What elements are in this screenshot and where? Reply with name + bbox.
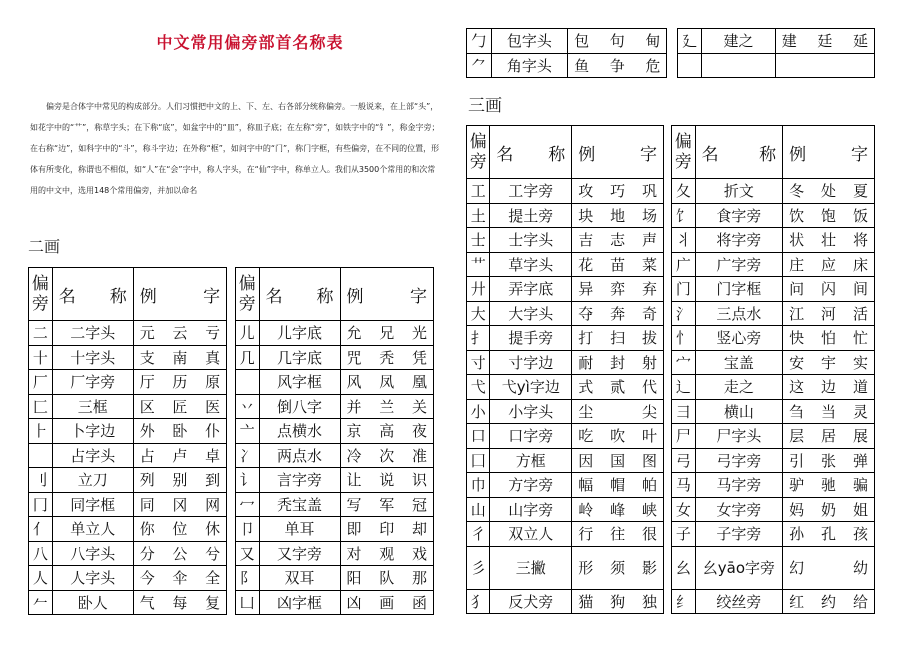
radical-cell: 廴 — [677, 29, 702, 54]
radical-cell: 巾 — [467, 473, 490, 498]
column-gap — [227, 566, 236, 591]
radical-name-cell: 八字头 — [52, 541, 133, 566]
radical-name-cell: 山字旁 — [490, 497, 572, 522]
table-row — [467, 522, 875, 547]
table-row — [467, 424, 875, 449]
radical-cell: 𠂉 — [29, 590, 53, 615]
radical-name-cell: 弄字底 — [490, 277, 572, 302]
header-example: 例 字 — [783, 126, 875, 179]
radical-name-cell: 横山 — [695, 399, 783, 424]
radical-cell: 寸 — [467, 350, 490, 375]
radical-name-cell: 方字旁 — [490, 473, 572, 498]
radical-cell: 刂 — [29, 468, 53, 493]
table-row — [467, 203, 875, 228]
example-chars-cell: 这 边 道 — [783, 375, 875, 400]
example-chars-cell: 块 地 场 — [572, 203, 664, 228]
example-chars-cell: 行 往 很 — [572, 522, 664, 547]
radical-cell: 冖 — [235, 492, 259, 517]
table-row — [467, 252, 875, 277]
example-chars-cell: 异 弈 弃 — [572, 277, 664, 302]
radical-name-cell: 大字头 — [490, 301, 572, 326]
radical-name-cell: 立刀 — [52, 468, 133, 493]
example-chars-cell: 外 卧 仆 — [133, 419, 226, 444]
table-header-row — [467, 126, 875, 179]
column-gap — [664, 228, 672, 253]
table-row — [29, 590, 434, 615]
example-chars-cell: 占 卢 卓 — [133, 443, 226, 468]
radical-cell: 阝 — [235, 566, 259, 591]
radical-table-three-strokes — [466, 125, 875, 614]
radical-name-cell: 风字框 — [259, 370, 340, 395]
table-row — [467, 53, 875, 78]
example-chars-cell: 今 伞 全 — [133, 566, 226, 591]
radical-cell: ⺊ — [29, 419, 53, 444]
radical-cell: 广 — [672, 252, 695, 277]
example-chars-cell: 支 南 真 — [133, 345, 226, 370]
radical-cell — [677, 53, 702, 78]
radical-name-cell: 同字框 — [52, 492, 133, 517]
column-gap — [664, 375, 672, 400]
radical-name-cell: 弓字旁 — [695, 448, 783, 473]
example-chars-cell: 岭 峰 峡 — [572, 497, 664, 522]
radical-name-cell: 绞丝旁 — [695, 589, 783, 614]
example-chars-cell: 同 冈 网 — [133, 492, 226, 517]
radical-cell: 山 — [467, 497, 490, 522]
example-chars-cell: 形 须 影 — [572, 546, 664, 589]
column-gap — [227, 419, 236, 444]
radical-cell: 亻 — [29, 517, 53, 542]
radical-cell: 亠 — [235, 419, 259, 444]
table-row — [467, 228, 875, 253]
table-row — [467, 179, 875, 204]
radical-name-cell: 竖心旁 — [695, 326, 783, 351]
radical-cell: 廾 — [467, 277, 490, 302]
column-gap — [664, 424, 672, 449]
radical-cell — [235, 370, 259, 395]
column-gap — [664, 179, 672, 204]
radical-name-cell: 将字旁 — [695, 228, 783, 253]
column-gap — [664, 546, 672, 589]
column-gap — [227, 541, 236, 566]
table-row — [467, 546, 875, 589]
example-chars-cell: 吉 志 声 — [572, 228, 664, 253]
page-title: 中文常用偏旁部首名称表 — [156, 33, 344, 52]
example-chars-cell: 层 居 展 — [783, 424, 875, 449]
example-chars-cell: 打 扫 拔 — [572, 326, 664, 351]
column-gap — [227, 443, 236, 468]
table-row — [467, 301, 875, 326]
column-gap — [227, 268, 236, 321]
radical-name-cell: 倒八字 — [259, 394, 340, 419]
radical-table-continued — [466, 28, 875, 78]
radical-cell: 饣 — [672, 203, 695, 228]
example-chars-cell: 鱼 争 危 — [568, 53, 667, 78]
radical-name-cell: 食字旁 — [695, 203, 783, 228]
radical-name-cell: 宝盖 — [695, 350, 783, 375]
example-chars-cell — [775, 53, 874, 78]
radical-name-cell: 三撇 — [490, 546, 572, 589]
radical-name-cell: 人字头 — [52, 566, 133, 591]
radical-cell: 士 — [467, 228, 490, 253]
radical-cell: 冫 — [235, 443, 259, 468]
radical-name-cell: 反犬旁 — [490, 589, 572, 614]
radical-name-cell: 卜字边 — [52, 419, 133, 444]
example-chars-cell: 京 高 夜 — [340, 419, 433, 444]
radical-cell: 二 — [29, 321, 53, 346]
radical-name-cell: 双耳 — [259, 566, 340, 591]
example-chars-cell: 即 印 却 — [340, 517, 433, 542]
column-gap — [227, 370, 236, 395]
column-gap — [664, 448, 672, 473]
example-chars-cell: 写 军 冠 — [340, 492, 433, 517]
column-gap — [664, 522, 672, 547]
column-gap — [227, 345, 236, 370]
radical-name-cell: 女字旁 — [695, 497, 783, 522]
header-radical: 偏 旁 — [235, 268, 259, 321]
table-row — [467, 375, 875, 400]
radical-cell: 儿 — [235, 321, 259, 346]
radical-name-cell: 几字底 — [259, 345, 340, 370]
radical-cell: 八 — [29, 541, 53, 566]
radical-cell: 尸 — [672, 424, 695, 449]
radical-cell: 氵 — [672, 301, 695, 326]
radical-name-cell: 弋yì字边 — [490, 375, 572, 400]
radical-cell: 艹 — [467, 252, 490, 277]
radical-name-cell: 草字头 — [490, 252, 572, 277]
example-chars-cell: 安 宇 实 — [783, 350, 875, 375]
radical-cell: 扌 — [467, 326, 490, 351]
radical-name-cell: 寸字边 — [490, 350, 572, 375]
radical-name-cell: 点横水 — [259, 419, 340, 444]
column-gap — [227, 492, 236, 517]
column-gap — [227, 590, 236, 615]
radical-name-cell: 小字头 — [490, 399, 572, 424]
example-chars-cell: 尘 尖 — [572, 399, 664, 424]
table-header-row — [29, 268, 434, 321]
column-gap — [664, 203, 672, 228]
radical-cell: 工 — [467, 179, 490, 204]
radical-name-cell: 秃宝盖 — [259, 492, 340, 517]
table-row — [29, 370, 434, 395]
table-row — [29, 394, 434, 419]
example-chars-cell: 气 每 复 — [133, 590, 226, 615]
radical-name-cell: 角字头 — [491, 53, 568, 78]
example-chars-cell: 包 句 甸 — [568, 29, 667, 54]
radical-cell: 幺 — [672, 546, 695, 589]
radical-name-cell: 占字头 — [52, 443, 133, 468]
radical-cell: 十 — [29, 345, 53, 370]
radical-cell: 囗 — [467, 448, 490, 473]
table-row — [467, 497, 875, 522]
radical-name-cell: 二字头 — [52, 321, 133, 346]
radical-name-cell: 尸字头 — [695, 424, 783, 449]
table-row — [29, 517, 434, 542]
example-chars-cell: 允 兄 光 — [340, 321, 433, 346]
example-chars-cell: 并 兰 关 — [340, 394, 433, 419]
radical-name-cell: 方框 — [490, 448, 572, 473]
table-row — [467, 473, 875, 498]
radical-cell: 纟 — [672, 589, 695, 614]
radical-cell: 宀 — [672, 350, 695, 375]
header-example: 例 字 — [340, 268, 433, 321]
radical-name-cell: 折文 — [695, 179, 783, 204]
radical-cell: 冂 — [29, 492, 53, 517]
column-gap — [667, 53, 677, 78]
table-row — [29, 419, 434, 444]
example-chars-cell: 红 约 给 — [783, 589, 875, 614]
radical-name-cell: 单立人 — [52, 517, 133, 542]
header-name: 名 称 — [259, 268, 340, 321]
radical-name-cell — [702, 53, 775, 78]
example-chars-cell: 问 闪 间 — [783, 277, 875, 302]
example-chars-cell: 建 廷 延 — [775, 29, 874, 54]
radical-cell: 小 — [467, 399, 490, 424]
radical-name-cell: 走之 — [695, 375, 783, 400]
example-chars-cell: 咒 秃 凭 — [340, 345, 433, 370]
radical-cell: 犭 — [467, 589, 490, 614]
radical-cell: 讠 — [235, 468, 259, 493]
radical-name-cell: 厂字旁 — [52, 370, 133, 395]
table-row — [29, 541, 434, 566]
example-chars-cell: 庄 应 床 — [783, 252, 875, 277]
radical-name-cell: 门字框 — [695, 277, 783, 302]
radical-name-cell: 儿字底 — [259, 321, 340, 346]
radical-name-cell: 马字旁 — [695, 473, 783, 498]
example-chars-cell: 风 凤 凰 — [340, 370, 433, 395]
example-chars-cell: 饮 饱 饭 — [783, 203, 875, 228]
radical-cell: 土 — [467, 203, 490, 228]
radical-cell: 几 — [235, 345, 259, 370]
table-row — [467, 326, 875, 351]
column-gap — [664, 399, 672, 424]
radical-name-cell: 凶字框 — [259, 590, 340, 615]
column-gap — [667, 29, 677, 54]
column-gap — [664, 277, 672, 302]
column-gap — [227, 468, 236, 493]
example-chars-cell: 妈 奶 姐 — [783, 497, 875, 522]
radical-cell: 卩 — [235, 517, 259, 542]
radical-cell: 女 — [672, 497, 695, 522]
example-chars-cell: 状 壮 将 — [783, 228, 875, 253]
radical-cell: 人 — [29, 566, 53, 591]
radical-cell: 马 — [672, 473, 695, 498]
column-gap — [664, 126, 672, 179]
radical-cell: 丬 — [672, 228, 695, 253]
radical-cell: 忄 — [672, 326, 695, 351]
radical-cell: 又 — [235, 541, 259, 566]
example-chars-cell: 孙 孔 孩 — [783, 522, 875, 547]
radical-cell: 凵 — [235, 590, 259, 615]
radical-cell: 大 — [467, 301, 490, 326]
column-gap — [664, 350, 672, 375]
intro-paragraph: 偏旁是合体字中常见的构成部分。人们习惯把中文的上、下、左、右各部分统称偏旁。一般说来，在上部“头”，如花字中的“艹”，称草字头；在下称“底”，如盆字中的“皿”，称皿子底；在左称“旁”，如铁字中的“钅”，称金字旁；在右称“边”，如科字中的“斗”，称斗字边；在外称“框”，如问字中的“门”，称门字框，有些偏旁，在不同的位置，形体有所变化，称谓也不相似，如“人”在“会”字中，称人字头，在“仙”字中，称单立人。我们从3500个常用的和次常用的中文中，选用148个常用偏旁，并加以命名 — [30, 102, 440, 195]
radical-cell: 弓 — [672, 448, 695, 473]
example-chars-cell: 夺 奔 奇 — [572, 301, 664, 326]
example-chars-cell: 元 云 亏 — [133, 321, 226, 346]
table-row — [29, 443, 434, 468]
table-row — [467, 277, 875, 302]
table-row — [467, 448, 875, 473]
section-heading-three-strokes: 三画 — [468, 96, 502, 116]
example-chars-cell: 江 河 活 — [783, 301, 875, 326]
column-gap — [664, 326, 672, 351]
table-row — [29, 566, 434, 591]
example-chars-cell: 凶 画 函 — [340, 590, 433, 615]
radical-cell: 辶 — [672, 375, 695, 400]
radical-table-two-strokes — [28, 267, 434, 615]
header-name: 名 称 — [490, 126, 572, 179]
example-chars-cell: 猫 狗 独 — [572, 589, 664, 614]
radical-cell: 彳 — [467, 522, 490, 547]
example-chars-cell: 让 说 识 — [340, 468, 433, 493]
example-chars-cell: 耐 封 射 — [572, 350, 664, 375]
radical-name-cell: 两点水 — [259, 443, 340, 468]
radical-name-cell: 建之 — [702, 29, 775, 54]
column-gap — [227, 517, 236, 542]
header-radical: 偏 旁 — [467, 126, 490, 179]
radical-name-cell: 三点水 — [695, 301, 783, 326]
radical-name-cell: 卧人 — [52, 590, 133, 615]
header-name: 名 称 — [695, 126, 783, 179]
radical-name-cell: 单耳 — [259, 517, 340, 542]
example-chars-cell: 你 位 休 — [133, 517, 226, 542]
table-row — [467, 29, 875, 54]
radical-cell: 厂 — [29, 370, 53, 395]
table-row — [467, 399, 875, 424]
table-row — [467, 350, 875, 375]
radical-cell: 门 — [672, 277, 695, 302]
column-gap — [227, 394, 236, 419]
radical-name-cell: 广字旁 — [695, 252, 783, 277]
column-gap — [227, 321, 236, 346]
radical-cell: 匚 — [29, 394, 53, 419]
header-radical: 偏 旁 — [29, 268, 53, 321]
radical-name-cell: 幺yāo字旁 — [695, 546, 783, 589]
radical-name-cell: 十字头 — [52, 345, 133, 370]
example-chars-cell: 驴 驰 骗 — [783, 473, 875, 498]
table-row — [29, 345, 434, 370]
table-row — [29, 321, 434, 346]
table-row — [29, 492, 434, 517]
column-gap — [664, 473, 672, 498]
header-name: 名 称 — [52, 268, 133, 321]
radical-name-cell: 双立人 — [490, 522, 572, 547]
radical-name-cell: 提手旁 — [490, 326, 572, 351]
example-chars-cell: 幻 幼 — [783, 546, 875, 589]
table-row — [467, 589, 875, 614]
column-gap — [664, 252, 672, 277]
radical-cell: ⺈ — [467, 53, 492, 78]
column-gap — [664, 301, 672, 326]
column-gap — [664, 497, 672, 522]
header-radical: 偏 旁 — [672, 126, 695, 179]
radical-name-cell: 提土旁 — [490, 203, 572, 228]
example-chars-cell: 幅 帽 帕 — [572, 473, 664, 498]
radical-cell: 夂 — [672, 179, 695, 204]
example-chars-cell: 快 怕 忙 — [783, 326, 875, 351]
example-chars-cell: 攻 巧 巩 — [572, 179, 664, 204]
header-example: 例 字 — [133, 268, 226, 321]
radical-cell: 彡 — [467, 546, 490, 589]
radical-cell: 勹 — [467, 29, 492, 54]
radical-name-cell: 子字旁 — [695, 522, 783, 547]
radical-cell — [29, 443, 53, 468]
table-row — [29, 468, 434, 493]
radical-name-cell: 工字旁 — [490, 179, 572, 204]
radical-cell: 丷 — [235, 394, 259, 419]
radical-name-cell: 口字旁 — [490, 424, 572, 449]
example-chars-cell: 阳 队 那 — [340, 566, 433, 591]
radical-name-cell: 包字头 — [491, 29, 568, 54]
example-chars-cell: 吃 吹 叶 — [572, 424, 664, 449]
example-chars-cell: 冬 处 夏 — [783, 179, 875, 204]
example-chars-cell: 花 苗 菜 — [572, 252, 664, 277]
radical-cell: 子 — [672, 522, 695, 547]
column-gap — [664, 589, 672, 614]
section-heading-two-strokes: 二画 — [28, 237, 61, 256]
example-chars-cell: 厅 历 原 — [133, 370, 226, 395]
radical-cell: 口 — [467, 424, 490, 449]
example-chars-cell: 列 别 到 — [133, 468, 226, 493]
example-chars-cell: 刍 当 灵 — [783, 399, 875, 424]
example-chars-cell: 式 贰 代 — [572, 375, 664, 400]
radical-name-cell: 士字头 — [490, 228, 572, 253]
radical-cell: 彐 — [672, 399, 695, 424]
radical-name-cell: 三框 — [52, 394, 133, 419]
example-chars-cell: 因 国 图 — [572, 448, 664, 473]
example-chars-cell: 分 公 兮 — [133, 541, 226, 566]
example-chars-cell: 冷 次 准 — [340, 443, 433, 468]
radical-name-cell: 言字旁 — [259, 468, 340, 493]
radical-name-cell: 又字旁 — [259, 541, 340, 566]
example-chars-cell: 区 匠 医 — [133, 394, 226, 419]
example-chars-cell: 对 观 戏 — [340, 541, 433, 566]
example-chars-cell: 引 张 弹 — [783, 448, 875, 473]
header-example: 例 字 — [572, 126, 664, 179]
radical-cell: 弋 — [467, 375, 490, 400]
